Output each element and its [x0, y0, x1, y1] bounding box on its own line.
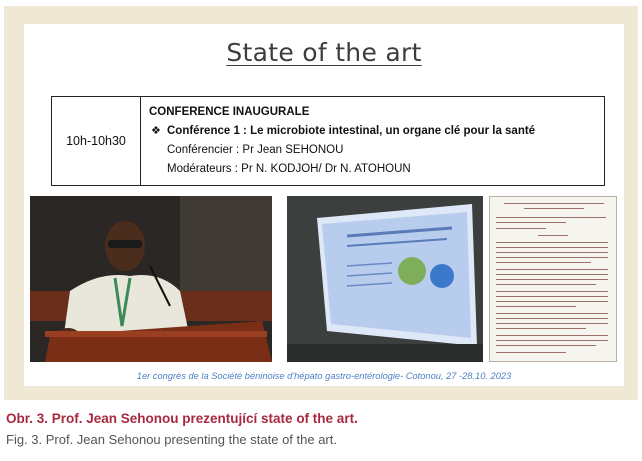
document-text-line — [496, 318, 608, 319]
document-text-line — [496, 323, 608, 324]
document-text-line — [496, 345, 596, 346]
document-text-line — [496, 296, 608, 297]
document-text-line — [496, 222, 566, 223]
document-text-line — [496, 269, 608, 270]
document-text-line — [496, 284, 596, 285]
document-text-line — [496, 291, 608, 292]
document-text-line — [496, 217, 606, 218]
document-text-line — [496, 335, 608, 336]
figure-frame — [4, 6, 638, 400]
program-time: 10h-10h30 — [52, 97, 141, 185]
diamond-bullet-icon: ❖ — [151, 125, 161, 137]
document-text-line — [496, 228, 546, 229]
document-text-line — [496, 313, 608, 314]
congress-footer: 1er congrès de la Société béninoise d'hépato gastro-entérologie- Cotonou, 27 -28.10. 2023 — [136, 371, 512, 381]
document-text-line — [524, 208, 584, 209]
document-text-line — [496, 279, 608, 280]
presentation-slide — [24, 24, 624, 386]
program-details — [149, 103, 599, 179]
speaker-line: Conférencier : Pr Jean SEHONOU — [167, 144, 344, 156]
document-text-line — [496, 328, 586, 329]
document-text-line — [496, 306, 576, 307]
document-text-line — [496, 247, 608, 248]
moderators-line: Modérateurs : Pr N. KODJOH/ Dr N. ATOHOUN — [167, 163, 411, 175]
document-text-line — [496, 301, 608, 302]
projection-illustration — [287, 196, 483, 362]
document-text-line — [496, 252, 608, 253]
document-text-line — [496, 262, 591, 263]
program-document-image — [489, 196, 617, 362]
document-text-line — [504, 203, 604, 204]
document-text-line — [538, 235, 568, 236]
figure-caption-english: Fig. 3. Prof. Jean Sehonou presenting the state of the art. — [6, 432, 337, 447]
conference-title: Conférence 1 : Le microbiote intestinal, un organe clé pour la santé — [167, 125, 536, 137]
speaker-illustration — [30, 196, 272, 362]
program-table — [51, 96, 605, 186]
document-text-line — [496, 352, 566, 353]
document-text-line — [496, 257, 608, 258]
program-heading: CONFERENCE INAUGURALE — [149, 106, 310, 118]
projection-photo — [287, 196, 483, 362]
document-text-line — [496, 242, 608, 243]
conference-item — [149, 122, 599, 141]
slide-title: State of the art — [226, 38, 422, 67]
document-text-line — [496, 274, 608, 275]
speaker-photo — [30, 196, 272, 362]
figure-caption-czech: Obr. 3. Prof. Jean Sehonou prezentující state of the art. — [6, 411, 358, 426]
document-text-line — [496, 340, 608, 341]
